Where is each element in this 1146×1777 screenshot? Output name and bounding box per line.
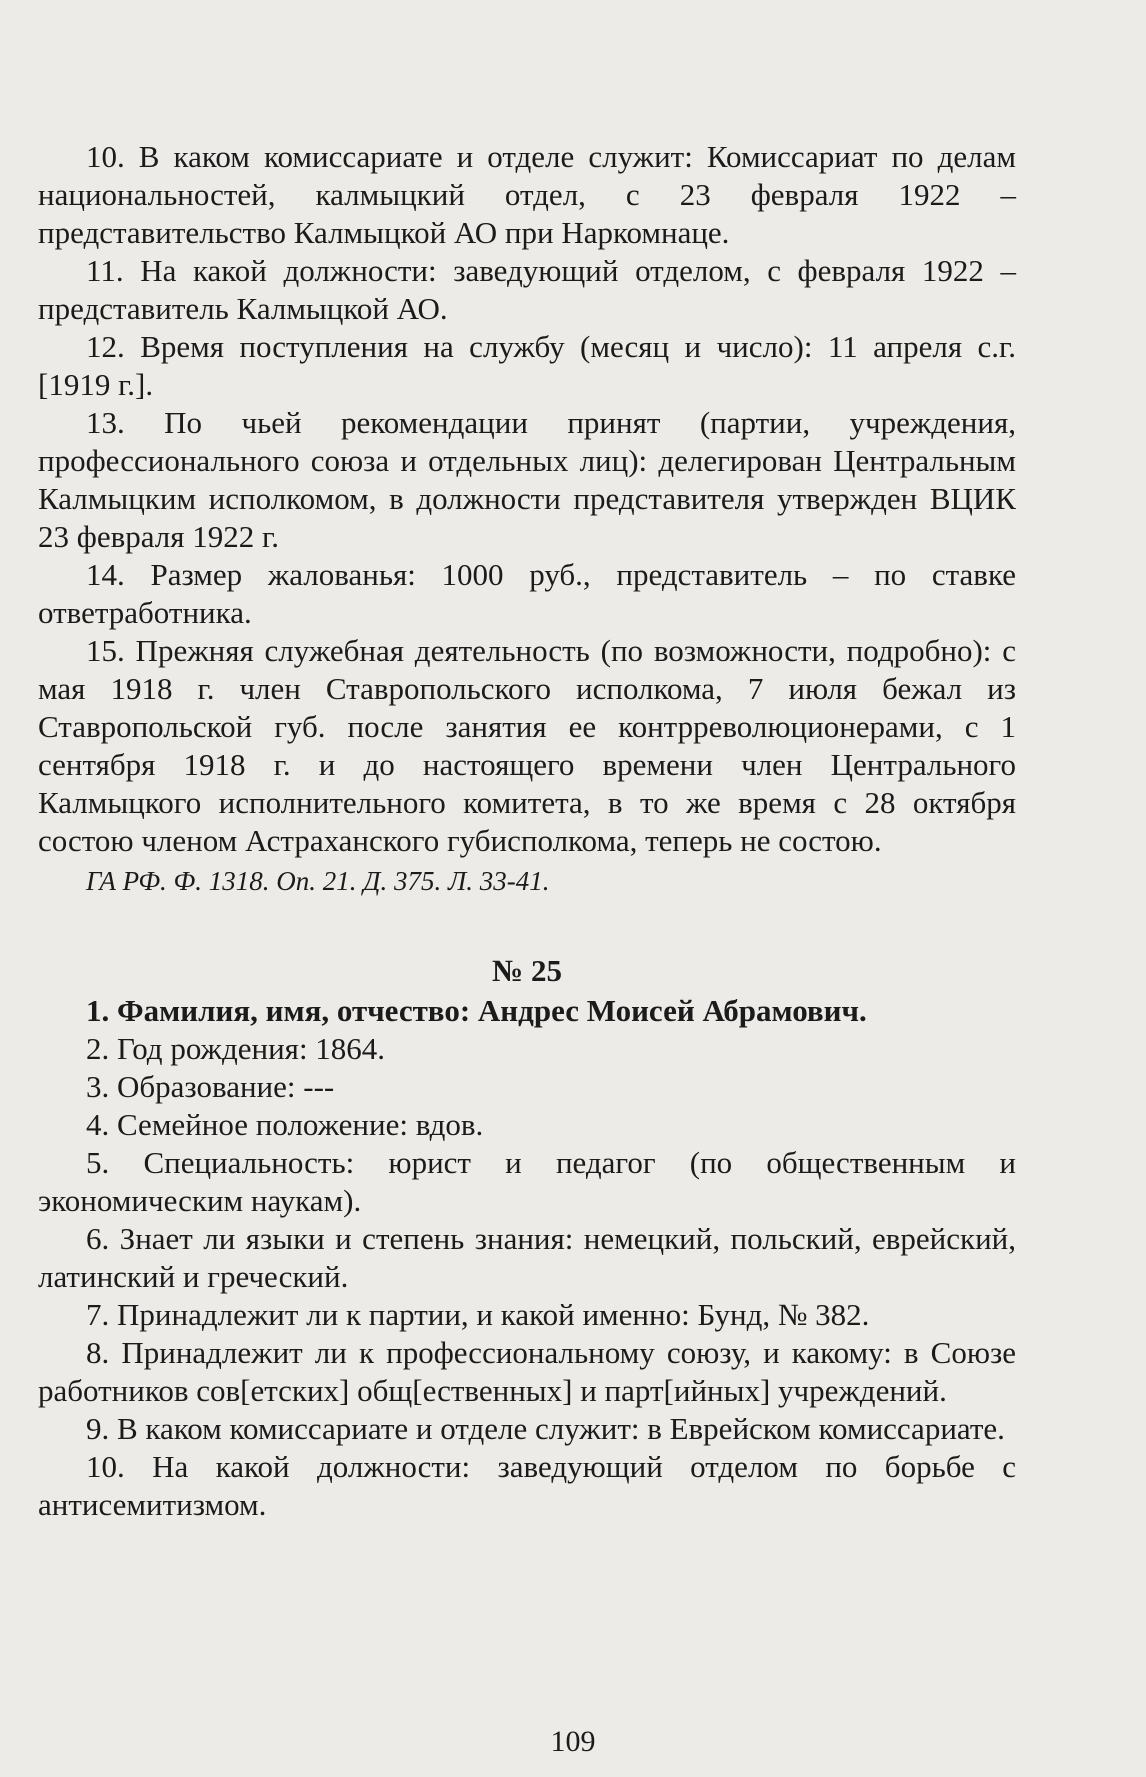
doc25-item-2: 2. Год рождения: 1864. — [86, 1031, 386, 1066]
document-heading: 1. Фамилия, имя, отчество: Андрес Моисей Абрамович. — [86, 993, 867, 1028]
doc25-item-8: 8. Принадлежит ли к профессиональному союзу, и какому: в Союзе работников сов[етских] общ[ественных] и парт[ийных] учреждений. — [38, 1335, 1016, 1408]
archive-source-citation: ГА РФ. Ф. 1318. Оп. 21. Д. 375. Л. 33-41. — [86, 866, 550, 896]
paragraph-item-10: 10. В каком комиссариате и отделе служит: Комиссариат по делам национальностей, калмыцкий отдел, с 23 февраля 1922 – представительство Калмыцкой АО при Наркомнаце. — [38, 139, 1016, 250]
doc25-item-7: 7. Принадлежит ли к партии, и какой именно: Бунд, № 382. — [86, 1297, 870, 1332]
paragraph-item-13: 13. По чьей рекомендации принят (партии, учреждения, профессионального союза и отдельных лиц): делегирован Центральным Калмыцким исполкомом, в должности представителя утвержден ВЦИК 23 февраля 1922 г. — [38, 405, 1016, 554]
doc25-item-3: 3. Образование: --- — [86, 1069, 335, 1104]
doc25-item-6: 6. Знает ли языки и степень знания: немецкий, польский, еврейский, латинский и греческий. — [38, 1221, 1016, 1294]
paragraph-item-14: 14. Размер жалованья: 1000 руб., представитель – по ставке ответработника. — [38, 557, 1016, 630]
doc25-item-5: 5. Специальность: юрист и педагог (по общественным и экономическим наукам). — [38, 1145, 1016, 1218]
paragraph-item-15: 15. Прежняя служебная деятельность (по возможности, подробно): с мая 1918 г. член Ставропольского исполкома, 7 июля бежал из Ставропольской губ. после занятия ее контрреволюционерами, с 1 сентября 1918 г. и до настоящего времени член Центрального Калмыцкого исполнительного комитета, в то же время с 28 октября состою членом Астраханского губисполкома, теперь не состою. — [38, 633, 1016, 858]
paragraph-item-12: 12. Время поступления на службу (месяц и число): 11 апреля с.г. [1919 г.]. — [38, 329, 1016, 402]
page-text — [38, 138, 1016, 1524]
doc25-item-10: 10. На какой должности: заведующий отделом по борьбе с антисемитизмом. — [38, 1449, 1016, 1522]
doc25-item-4: 4. Семейное положение: вдов. — [86, 1107, 484, 1142]
paragraph-item-11: 11. На какой должности: заведующий отделом, с февраля 1922 – представитель Калмыцкой АО. — [38, 253, 1016, 326]
page-number: 109 — [550, 1725, 596, 1758]
doc25-item-9: 9. В каком комиссариате и отделе служит: в Еврейском комиссариате. — [86, 1411, 1005, 1446]
document-number: № 25 — [492, 953, 562, 988]
